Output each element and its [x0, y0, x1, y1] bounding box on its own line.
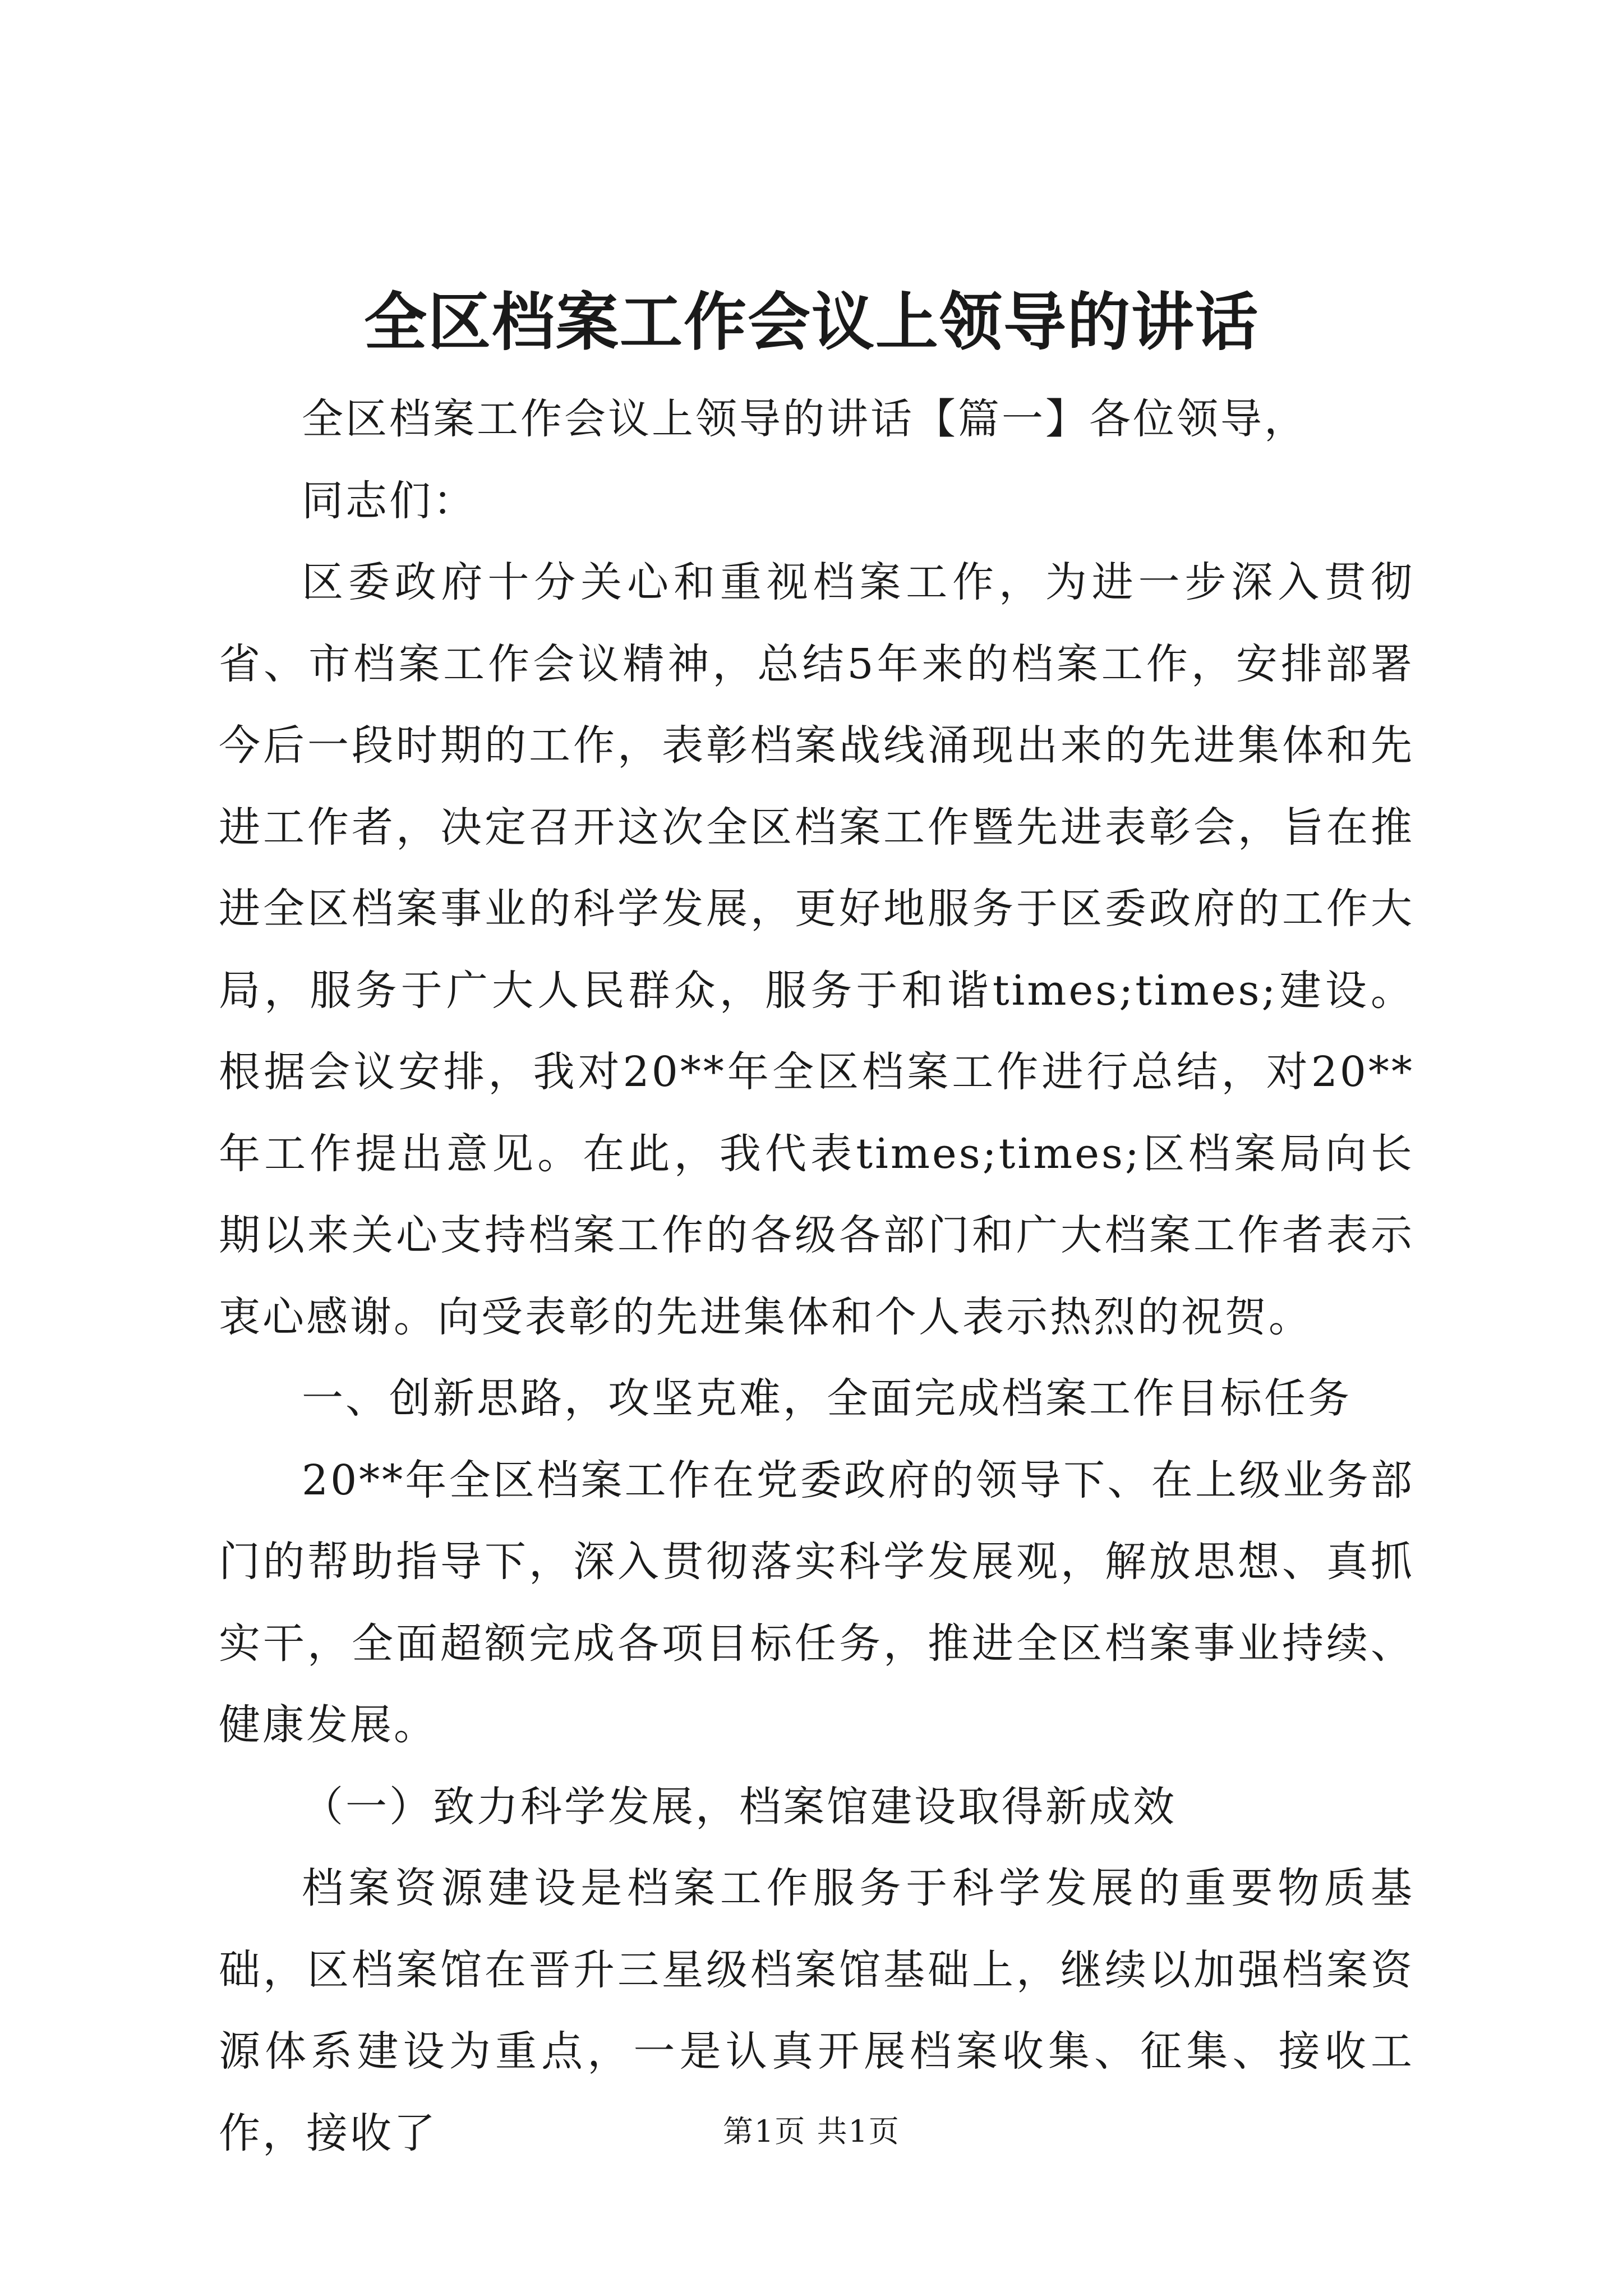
subsection-heading: （一）致力科学发展，档案馆建设取得新成效 [302, 1782, 1177, 1831]
page-footer: 第1页 共1页 [723, 2114, 900, 2149]
section-heading: 一、创新思路，攻坚克难，全面完成档案工作目标任务 [302, 1374, 1352, 1423]
document-body [219, 379, 1414, 2174]
paragraph: 同志们： [302, 476, 477, 525]
paragraph: 区委政府十分关心和重视档案工作，为进一步深入贯彻省、市档案工作会议精神，总结5年来的档案工作，安排部署今后一段时期的工作，表彰档案战线涌现出来的先进集体和先进工作者，决定召开这次全区档案工作暨先进表彰会，旨在推进全区档案事业的科学发展，更好地服务于区委政府的工作大局，服务于广大人民群众，服务于和谐times;times;建设。根据会议安排，我对20**年全区档案工作进行总结，对20**年工作提出意见。在此，我代表times;times;区档案局向长期以来关心支持档案工作的各级各部门和广大档案工作者表示衷心感谢。向受表彰的先进集体和个人表示热烈的祝贺。 [219, 558, 1414, 1341]
paragraph: 全区档案工作会议上领导的讲话【篇一】各位领导， [302, 395, 1308, 443]
document-title: 全区档案工作会议上领导的讲话 [364, 286, 1259, 359]
paragraph: 档案资源建设是档案工作服务于科学发展的重要物质基础，区档案馆在晋升三星级档案馆基础上，继续以加强档案资源体系建设为重点，一是认真开展档案收集、征集、接收工作，接收了 [219, 1864, 1414, 2157]
paragraph: 20**年全区档案工作在党委政府的领导下、在上级业务部门的帮助指导下，深入贯彻落实科学发展观，解放思想、真抓实干，全面超额完成各项目标任务，推进全区档案事业持续、健康发展。 [219, 1456, 1414, 1749]
